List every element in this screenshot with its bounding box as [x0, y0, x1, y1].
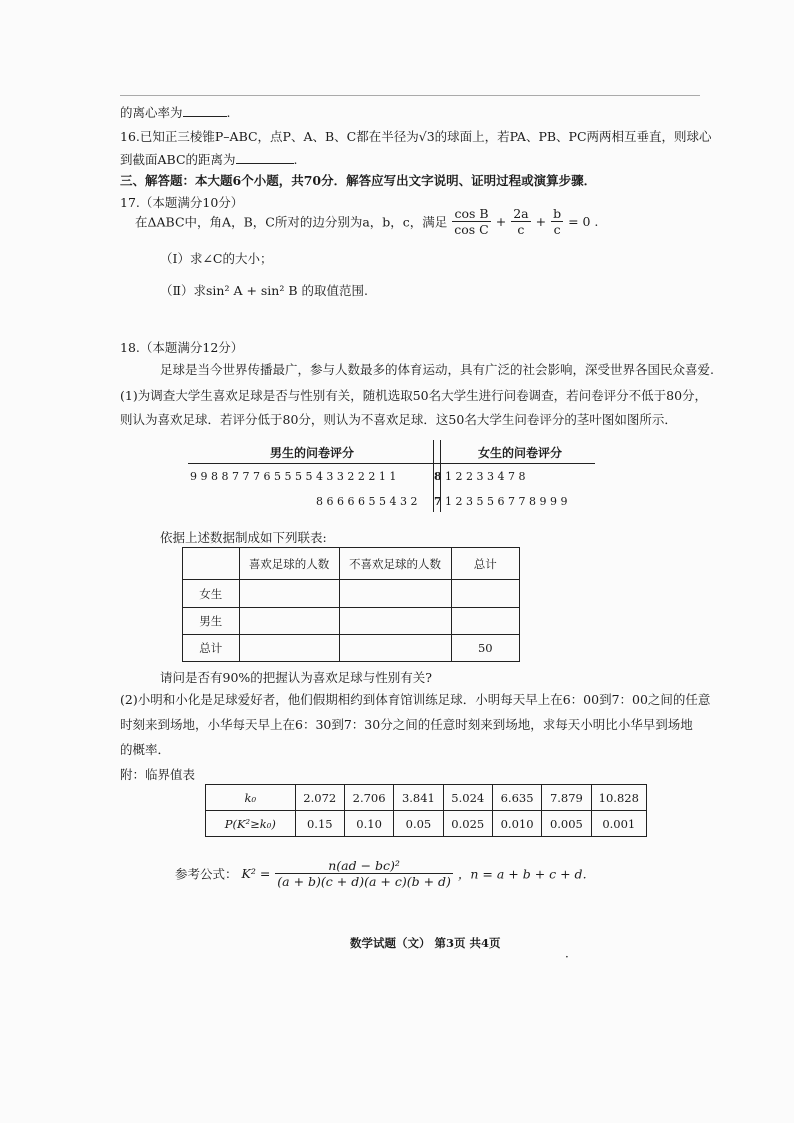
- table-header-cell: 不喜欢足球的人数: [339, 548, 451, 580]
- table-cell: 6.635: [492, 785, 541, 811]
- table-row: [183, 608, 520, 635]
- q18-part2-line1: (2)小明和小化是足球爱好者，他们假期相约到体育馆训练足球．小明每天早上在6：00到7：00之间的任意: [120, 692, 711, 707]
- q16-line1: 16.已知正三棱锥P–ABC，点P、A、B、C都在半径为√3的球面上，若PA、PB、PC两两相互垂直，则球心: [120, 129, 712, 144]
- table-cell: P(K²≥k₀): [206, 811, 296, 837]
- q18-part2-line3: 的概率．: [120, 742, 171, 757]
- table-cell: 50: [451, 635, 519, 662]
- table-cell: 10.828: [591, 785, 646, 811]
- stem-leaf-row1-right: 1 2 2 3 3 4 7 8: [445, 470, 526, 483]
- table-cell: [239, 608, 339, 635]
- stem-leaf-divider: [188, 463, 595, 464]
- contingency-table: [182, 547, 520, 662]
- table-header-cell: [183, 548, 240, 580]
- table-cell: 0.025: [443, 811, 492, 837]
- stem-leaf-row2-stem: 7: [434, 495, 442, 508]
- table-cell: 0.001: [591, 811, 646, 837]
- table-cell: 2.706: [344, 785, 393, 811]
- table-cell: [239, 635, 339, 662]
- table-cell: 3.841: [394, 785, 443, 811]
- table-row: [183, 635, 520, 662]
- page-footer: 数学试题（文） 第3页 共4页: [350, 936, 501, 950]
- scan-speck: ·: [565, 950, 569, 964]
- fraction-2a-c: $\frac{2a}{c}$: [513, 206, 529, 237]
- table-row: [206, 811, 647, 837]
- stem-leaf-row2-right: 1 2 3 5 5 6 7 7 8 9 9 9: [445, 495, 568, 508]
- table-row: [206, 785, 647, 811]
- table-cell: [339, 635, 451, 662]
- table-cell: [339, 580, 451, 608]
- table-cell: 0.005: [542, 811, 591, 837]
- table-cell: [451, 580, 519, 608]
- q15-tail: 的离心率为 .: [120, 105, 231, 120]
- q18-part2-line2: 时刻来到场地，小华每天早上在6：30到7：30分之间的任意时刻来到场地，求每天小明比小华早到场地: [120, 717, 693, 732]
- fraction-b-c: $\frac{b}{c}$: [553, 206, 562, 237]
- chi-square-fraction: $\frac{\text{n(ad − bc)²}}{(a + b)(c + d)(a + c)(b + d)}$: [277, 858, 451, 889]
- table-cell: 0.10: [344, 811, 393, 837]
- stem-leaf-row1-stem: 8: [434, 470, 442, 483]
- page-top-line: [120, 95, 700, 96]
- q17-stem: 在ΔABC中，角A，B，C所对的边分别为a，b，c，满足 $\frac{\text{cos B}}{\text{cos C}}$ + $\frac{2a}{c}$ + $\frac{b}{c}$ = 0 .: [135, 206, 599, 237]
- q17-part1: （Ⅰ）求∠C的大小；: [160, 251, 273, 266]
- reference-formula: 参考公式： K² = $\frac{\text{n(ad − bc)²}}{(a + b)(c + d)(a + c)(b + d)}$ ，n = a + b + c + d.: [175, 858, 587, 889]
- q18-intro: 足球是当今世界传播最广，参与人数最多的体育运动，具有广泛的社会影响，深受世界各国民众喜爱.: [160, 362, 714, 377]
- q18-part1-line2: 则认为喜欢足球．若评分低于80分，则认为不喜欢足球．这50名大学生问卷评分的茎叶图如图所示．: [120, 412, 677, 427]
- answer-blank: [236, 151, 294, 164]
- table-header-cell: 总计: [451, 548, 519, 580]
- q18-part1-line1: (1)为调查大学生喜欢足球是否与性别有关，随机选取50名大学生进行问卷调查，若问卷评分不低于80分，: [120, 388, 708, 403]
- table-cell: 7.879: [542, 785, 591, 811]
- stem-leaf-left-title: 男生的问卷评分: [270, 446, 355, 460]
- table-cell: [451, 608, 519, 635]
- table-cell: 0.010: [492, 811, 541, 837]
- table-cell: 0.15: [295, 811, 344, 837]
- table-cell: 5.024: [443, 785, 492, 811]
- table-intro: 依据上述数据制成如下列联表:: [160, 530, 327, 545]
- table-cell: 女生: [183, 580, 240, 608]
- stem-leaf-right-title: 女生的问卷评分: [478, 446, 563, 460]
- fraction-cosb-cosc: $\frac{\text{cos B}}{\text{cos C}}$: [454, 206, 489, 237]
- table-row: [183, 580, 520, 608]
- appendix-label: 附：临界值表: [120, 767, 196, 782]
- answer-blank: [183, 104, 227, 117]
- critical-value-table: [205, 784, 647, 837]
- table-cell: 男生: [183, 608, 240, 635]
- q17-part2: （Ⅱ）求sin² A + sin² B 的取值范围.: [160, 283, 368, 298]
- stem-leaf-row2-left: 8 6 6 6 6 5 5 4 3 2: [316, 495, 418, 508]
- q16-line2: 到截面ABC的距离为 .: [120, 152, 298, 167]
- table-cell: 0.05: [394, 811, 443, 837]
- q18-ask: 请问是否有90%的把握认为喜欢足球与性别有关?: [160, 670, 432, 685]
- table-cell: k₀: [206, 785, 296, 811]
- stem-leaf-row1-left: 9 9 8 8 7 7 7 6 5 5 5 5 4 3 3 2 2 2 1 1: [190, 470, 397, 483]
- table-cell: [239, 580, 339, 608]
- q17-header: 17.（本题满分10分）: [120, 195, 244, 210]
- section-heading: 三、解答题：本大题6个小题，共70分．解答应写出文字说明、证明过程或演算步骤．: [120, 173, 597, 188]
- table-cell: 总计: [183, 635, 240, 662]
- table-cell: 2.072: [295, 785, 344, 811]
- table-cell: [339, 608, 451, 635]
- q18-header: 18.（本题满分12分）: [120, 340, 244, 355]
- table-header-cell: 喜欢足球的人数: [239, 548, 339, 580]
